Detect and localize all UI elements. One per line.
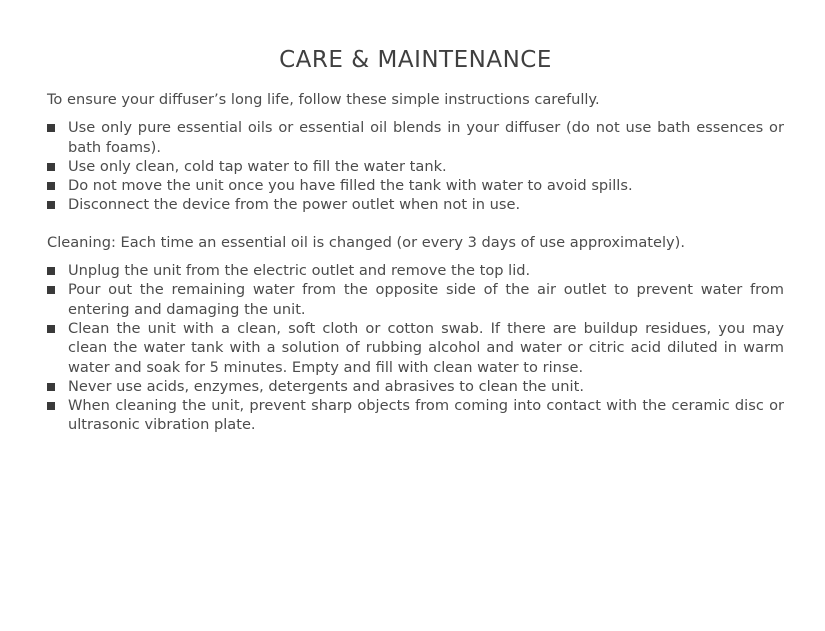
list-item-text: Never use acids, enzymes, detergents and abrasives to clean the unit. bbox=[68, 377, 584, 395]
list-item-text: Use only clean, cold tap water to fill the water tank. bbox=[68, 157, 447, 175]
list-item-text: Disconnect the device from the power outlet when not in use. bbox=[68, 196, 521, 214]
square-bullet-icon bbox=[47, 383, 55, 391]
list-item bbox=[47, 261, 784, 280]
square-bullet-icon bbox=[47, 286, 55, 294]
list-item-text: Do not move the unit once you have filled the tank with water to avoid spills. bbox=[68, 177, 633, 195]
list-item-text: Pour out the remaining water from the opposite side of the air outlet to prevent water from entering and damaging the unit. bbox=[68, 281, 784, 318]
list-item bbox=[47, 377, 784, 396]
list-item-text: Clean the unit with a clean, soft cloth or cotton swab. If there are buildup residues, you may clean the water tank with a solution of rubbing alcohol and water or citric acid diluted in warm water and soak for 5 minutes. Empty and fill with clean water to rinse. bbox=[68, 319, 784, 376]
list-item bbox=[47, 195, 784, 214]
list-item-text: When cleaning the unit, prevent sharp objects from coming into contact with the ceramic disc or ultrasonic vibration plate. bbox=[68, 397, 784, 434]
square-bullet-icon bbox=[47, 402, 55, 410]
square-bullet-icon bbox=[47, 201, 55, 209]
list-item bbox=[47, 157, 784, 176]
list-item-text: Unplug the unit from the electric outlet and remove the top lid. bbox=[68, 262, 531, 280]
care-maintenance-page bbox=[47, 44, 784, 435]
square-bullet-icon bbox=[47, 163, 55, 171]
section-spacer bbox=[47, 215, 784, 233]
care-instructions-list bbox=[47, 118, 784, 214]
square-bullet-icon bbox=[47, 124, 55, 132]
list-item bbox=[47, 280, 784, 319]
page-title: CARE & MAINTENANCE bbox=[279, 47, 552, 73]
care-intro-text: To ensure your diffuser’s long life, follow these simple instructions carefully. bbox=[47, 91, 600, 108]
square-bullet-icon bbox=[47, 182, 55, 190]
square-bullet-icon bbox=[47, 325, 55, 333]
square-bullet-icon bbox=[47, 267, 55, 275]
list-item bbox=[47, 176, 784, 195]
cleaning-intro-text: Cleaning: Each time an essential oil is changed (or every 3 days of use approximately). bbox=[47, 233, 685, 251]
list-item-text: Use only pure essential oils or essential oil blends in your diffuser (do not use bath essences or bath foams). bbox=[68, 119, 784, 156]
list-item bbox=[47, 396, 784, 435]
list-item bbox=[47, 319, 784, 377]
cleaning-instructions-list bbox=[47, 261, 784, 435]
list-item bbox=[47, 118, 784, 157]
